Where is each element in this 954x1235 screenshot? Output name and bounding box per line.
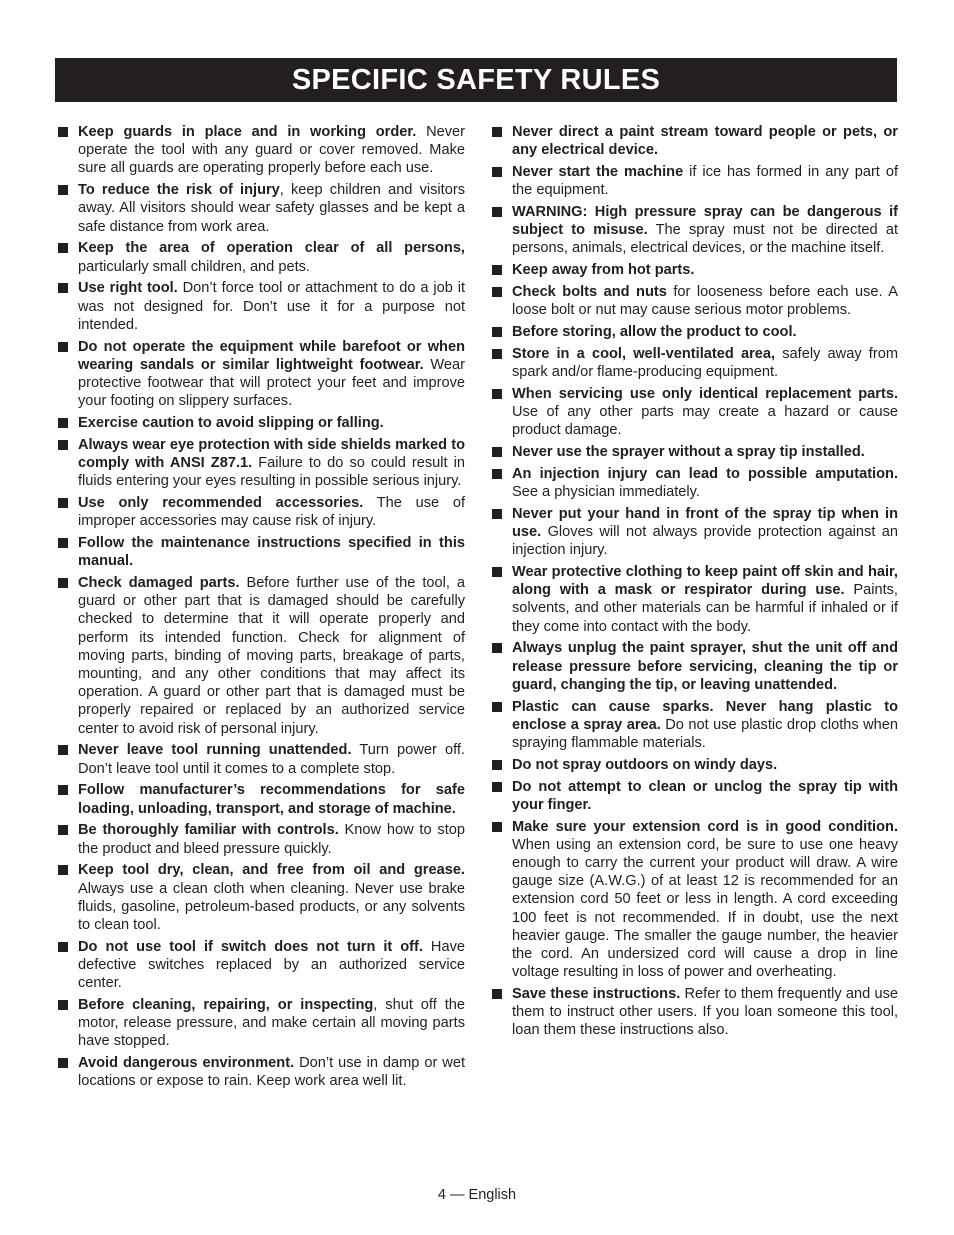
square-bullet-icon <box>492 447 502 457</box>
rule-heading: Keep the area of operation clear of all persons, <box>78 240 465 257</box>
rule-heading: Follow the maintenance instructions specified in this manual. <box>78 535 465 570</box>
rule-text: Paints, solvents, and other materials can be harmful if inhaled or if they come into contact with the body. <box>512 582 898 635</box>
rule-heading: Before storing, allow the product to cool. <box>512 324 797 340</box>
page-title: SPECIFIC SAFETY RULES <box>291 63 661 96</box>
rule-text: , shut off the motor, release pressure, and make certain all moving parts have stopped. <box>78 997 465 1050</box>
square-bullet-icon <box>492 265 502 275</box>
rule-item <box>55 996 465 1051</box>
rule-text: Know how to stop the product and bleed pressure quickly. <box>78 822 465 857</box>
rule-item <box>489 203 898 258</box>
square-bullet-icon <box>492 469 502 479</box>
right-rules-list <box>489 123 898 1040</box>
rule-heading: Keep guards in place and in working order. <box>78 124 417 140</box>
rule-item <box>489 818 898 982</box>
rule-heading: Check damaged parts. <box>78 575 240 592</box>
square-bullet-icon <box>492 287 502 297</box>
rule-item <box>55 123 465 178</box>
square-bullet-icon <box>58 185 68 195</box>
square-bullet-icon <box>58 865 68 875</box>
rule-heading: Keep tool dry, clean, and free from oil and grease. <box>78 862 465 879</box>
rule-text: Don’t force tool or attachment to do a job it was not designed for. Don’t use it for a purpose not intended. <box>78 280 465 333</box>
rule-item <box>55 181 465 236</box>
rule-heading: Do not use tool if switch does not turn it off. <box>78 938 423 955</box>
rule-text: Have defective switches replaced by an authorized service center. <box>78 938 465 992</box>
square-bullet-icon <box>492 389 502 399</box>
rule-heading: Keep away from hot parts. <box>512 262 695 279</box>
rule-text: When using an extension cord, be sure to use one heavy enough to carry the current your product will draw. A wire gauge size (A.W.G.) of at least 12 is recommended for an extension cord 50 feet or less in length. A cord exceeding 100 feet is not recommended. If in doubt, use the next heavier gauge. The smaller the gauge number, the heavier the cord. An undersized cord will cause a drop in line voltage resulting in loss of power and overheating. <box>512 836 898 981</box>
rule-item <box>489 465 898 501</box>
rule-item <box>489 563 898 636</box>
left-column <box>55 123 465 1094</box>
rule-text: Always use a clean cloth when cleaning. Never use brake fluids, gasoline, petroleum-based products, or any solvents to clean tool. <box>78 880 465 934</box>
square-bullet-icon <box>58 1058 68 1068</box>
square-bullet-icon <box>492 782 502 792</box>
rule-heading: To reduce the risk of injury <box>78 182 280 199</box>
rule-heading: Check bolts and nuts <box>512 284 667 300</box>
title-banner <box>55 58 897 102</box>
rule-item <box>55 436 465 491</box>
rule-item <box>55 821 465 857</box>
rule-heading: Be thoroughly familiar with controls. <box>78 822 339 839</box>
square-bullet-icon <box>492 567 502 577</box>
square-bullet-icon <box>58 498 68 508</box>
rule-text: Failure to do so could result in fluids entering your eyes resulting in possible serious injury. <box>78 455 465 490</box>
square-bullet-icon <box>58 342 68 352</box>
rule-item <box>489 639 898 694</box>
rule-text: Turn power off. Don’t leave tool until it comes to a complete stop. <box>78 742 465 777</box>
square-bullet-icon <box>492 327 502 337</box>
rule-heading: Plastic can cause sparks. Never hang plastic to enclose a spray area. <box>512 698 898 733</box>
left-rules-list <box>55 123 465 1091</box>
rule-item <box>489 163 898 199</box>
rule-text: Wear protective footwear that will protect your feet and improve your footing on slippery surfaces. <box>78 356 465 410</box>
rule-item <box>489 261 898 279</box>
rule-heading: Do not operate the equipment while barefoot or when wearing sandals or similar lightweight footwear. <box>78 338 465 373</box>
rule-text: Never operate the tool with any guard or cover removed. Make sure all guards are operating properly before each use. <box>78 124 465 177</box>
rule-item <box>489 385 898 440</box>
rule-item <box>55 239 465 275</box>
rule-item <box>55 534 465 570</box>
rule-text: The spray must not be directed at persons, animals, electrical devices, or the machine itself. <box>512 222 898 257</box>
rule-item <box>489 756 898 774</box>
rule-text: for looseness before each use. A loose bolt or nut may cause serious motor problems. <box>512 284 898 319</box>
rule-heading: Follow manufacturer’s recommendations for safe loading, unloading, transport, and storage of machine. <box>78 782 465 817</box>
rule-heading: Wear protective clothing to keep paint off skin and hair, along with a mask or respirator during use. <box>512 564 898 599</box>
square-bullet-icon <box>58 243 68 253</box>
rule-text: if ice has formed in any part of the equipment. <box>512 164 898 199</box>
rule-heading: Store in a cool, well-ventilated area, <box>512 345 776 362</box>
rule-text: Use of any other parts may create a hazard or cause product damage. <box>512 404 898 439</box>
rule-heading: Before cleaning, repairing, or inspecting <box>78 997 374 1014</box>
square-bullet-icon <box>58 785 68 795</box>
rule-heading: Do not attempt to clean or unclog the spray tip with your finger. <box>512 778 898 813</box>
rule-item <box>55 494 465 530</box>
rule-heading: Never direct a paint stream toward people or pets, or any electrical device. <box>512 124 898 159</box>
rule-heading: Never start the machine <box>512 164 684 180</box>
right-column <box>489 123 898 1043</box>
rule-heading: Make sure your extension cord is in good condition. <box>512 818 898 835</box>
square-bullet-icon <box>58 127 68 137</box>
rule-heading: Always wear eye protection with side shields marked to comply with ANSI Z87.1. <box>78 436 465 472</box>
square-bullet-icon <box>492 207 502 217</box>
square-bullet-icon <box>492 822 502 832</box>
rule-text: See a physician immediately. <box>512 484 700 500</box>
rule-item <box>55 741 465 777</box>
rule-heading: Use only recommended accessories. <box>78 495 364 512</box>
square-bullet-icon <box>492 760 502 770</box>
rule-text: Don’t use in damp or wet locations or expose to rain. Keep work area well lit. <box>78 1055 465 1090</box>
rule-item <box>489 778 898 814</box>
rule-text: Do not use plastic drop cloths when spraying flammable materials. <box>512 716 898 752</box>
square-bullet-icon <box>492 989 502 999</box>
rule-item <box>489 345 898 381</box>
rule-item <box>489 283 898 319</box>
rule-item <box>55 781 465 817</box>
square-bullet-icon <box>492 167 502 177</box>
rule-item <box>489 443 898 461</box>
rule-heading: Use right tool. <box>78 280 178 297</box>
rule-item <box>55 338 465 411</box>
rule-heading: WARNING: High pressure spray can be dangerous if subject to misuse. <box>512 204 898 239</box>
rule-heading: An injection injury can lead to possible amputation. <box>512 465 898 482</box>
square-bullet-icon <box>492 349 502 359</box>
rule-text: , keep children and visitors away. All visitors should wear safety glasses and be kept a safe distance from work area. <box>78 182 465 235</box>
rule-item <box>489 323 898 341</box>
square-bullet-icon <box>58 418 68 428</box>
rule-item <box>55 861 465 934</box>
rule-item <box>55 938 465 993</box>
square-bullet-icon <box>58 440 68 450</box>
rule-heading: Never leave tool running unattended. <box>78 742 352 759</box>
rule-text: safely away from spark and/or flame-producing equipment. <box>512 345 898 380</box>
square-bullet-icon <box>58 283 68 293</box>
square-bullet-icon <box>492 702 502 712</box>
rule-item <box>55 414 465 432</box>
rule-item <box>489 985 898 1040</box>
square-bullet-icon <box>492 509 502 519</box>
square-bullet-icon <box>492 127 502 137</box>
square-bullet-icon <box>492 643 502 653</box>
rule-heading: Exercise caution to avoid slipping or falling. <box>78 415 384 432</box>
rule-item <box>489 123 898 159</box>
rule-text: Refer to them frequently and use them to instruct other users. If you loan someone this tool, loan them these instructions also. <box>512 986 898 1039</box>
rule-heading: Save these instructions. <box>512 986 681 1003</box>
rule-heading: Always unplug the paint sprayer, shut the unit off and release pressure before servicing, cleaning the tip or guard, changing the tip, or leaving unattended. <box>512 640 898 693</box>
rule-text: Gloves will not always provide protection against an injection injury. <box>512 524 898 559</box>
rule-heading: When servicing use only identical replacement parts. <box>512 385 898 402</box>
rule-item <box>489 505 898 560</box>
square-bullet-icon <box>58 538 68 548</box>
square-bullet-icon <box>58 745 68 755</box>
rule-item <box>55 1054 465 1090</box>
square-bullet-icon <box>58 825 68 835</box>
rule-item <box>55 279 465 334</box>
square-bullet-icon <box>58 942 68 952</box>
square-bullet-icon <box>58 578 68 588</box>
rule-text: particularly small children, and pets. <box>78 258 310 275</box>
rule-item <box>489 698 898 753</box>
rule-heading: Do not spray outdoors on windy days. <box>512 756 778 773</box>
rule-heading: Never use the sprayer without a spray tip installed. <box>512 444 865 460</box>
page-footer: 4 — English <box>437 1187 517 1203</box>
rule-item <box>55 574 465 738</box>
rule-text: Before further use of the tool, a guard or other part that is damaged should be carefully checked to determine that it will operate properly and perform its intended function. Check for alignment of moving parts, binding of moving parts, breakage of parts, mounting, and any other conditions that may affect its operation. A guard or other part that is damaged must be properly repaired or replaced by an authorized service center to avoid risk of personal injury. <box>78 575 465 737</box>
rule-text: The use of improper accessories may cause risk of injury. <box>78 495 466 530</box>
rule-heading: Never put your hand in front of the spray tip when in use. <box>512 505 898 540</box>
rule-heading: Avoid dangerous environment. <box>78 1055 295 1072</box>
square-bullet-icon <box>58 1000 68 1010</box>
